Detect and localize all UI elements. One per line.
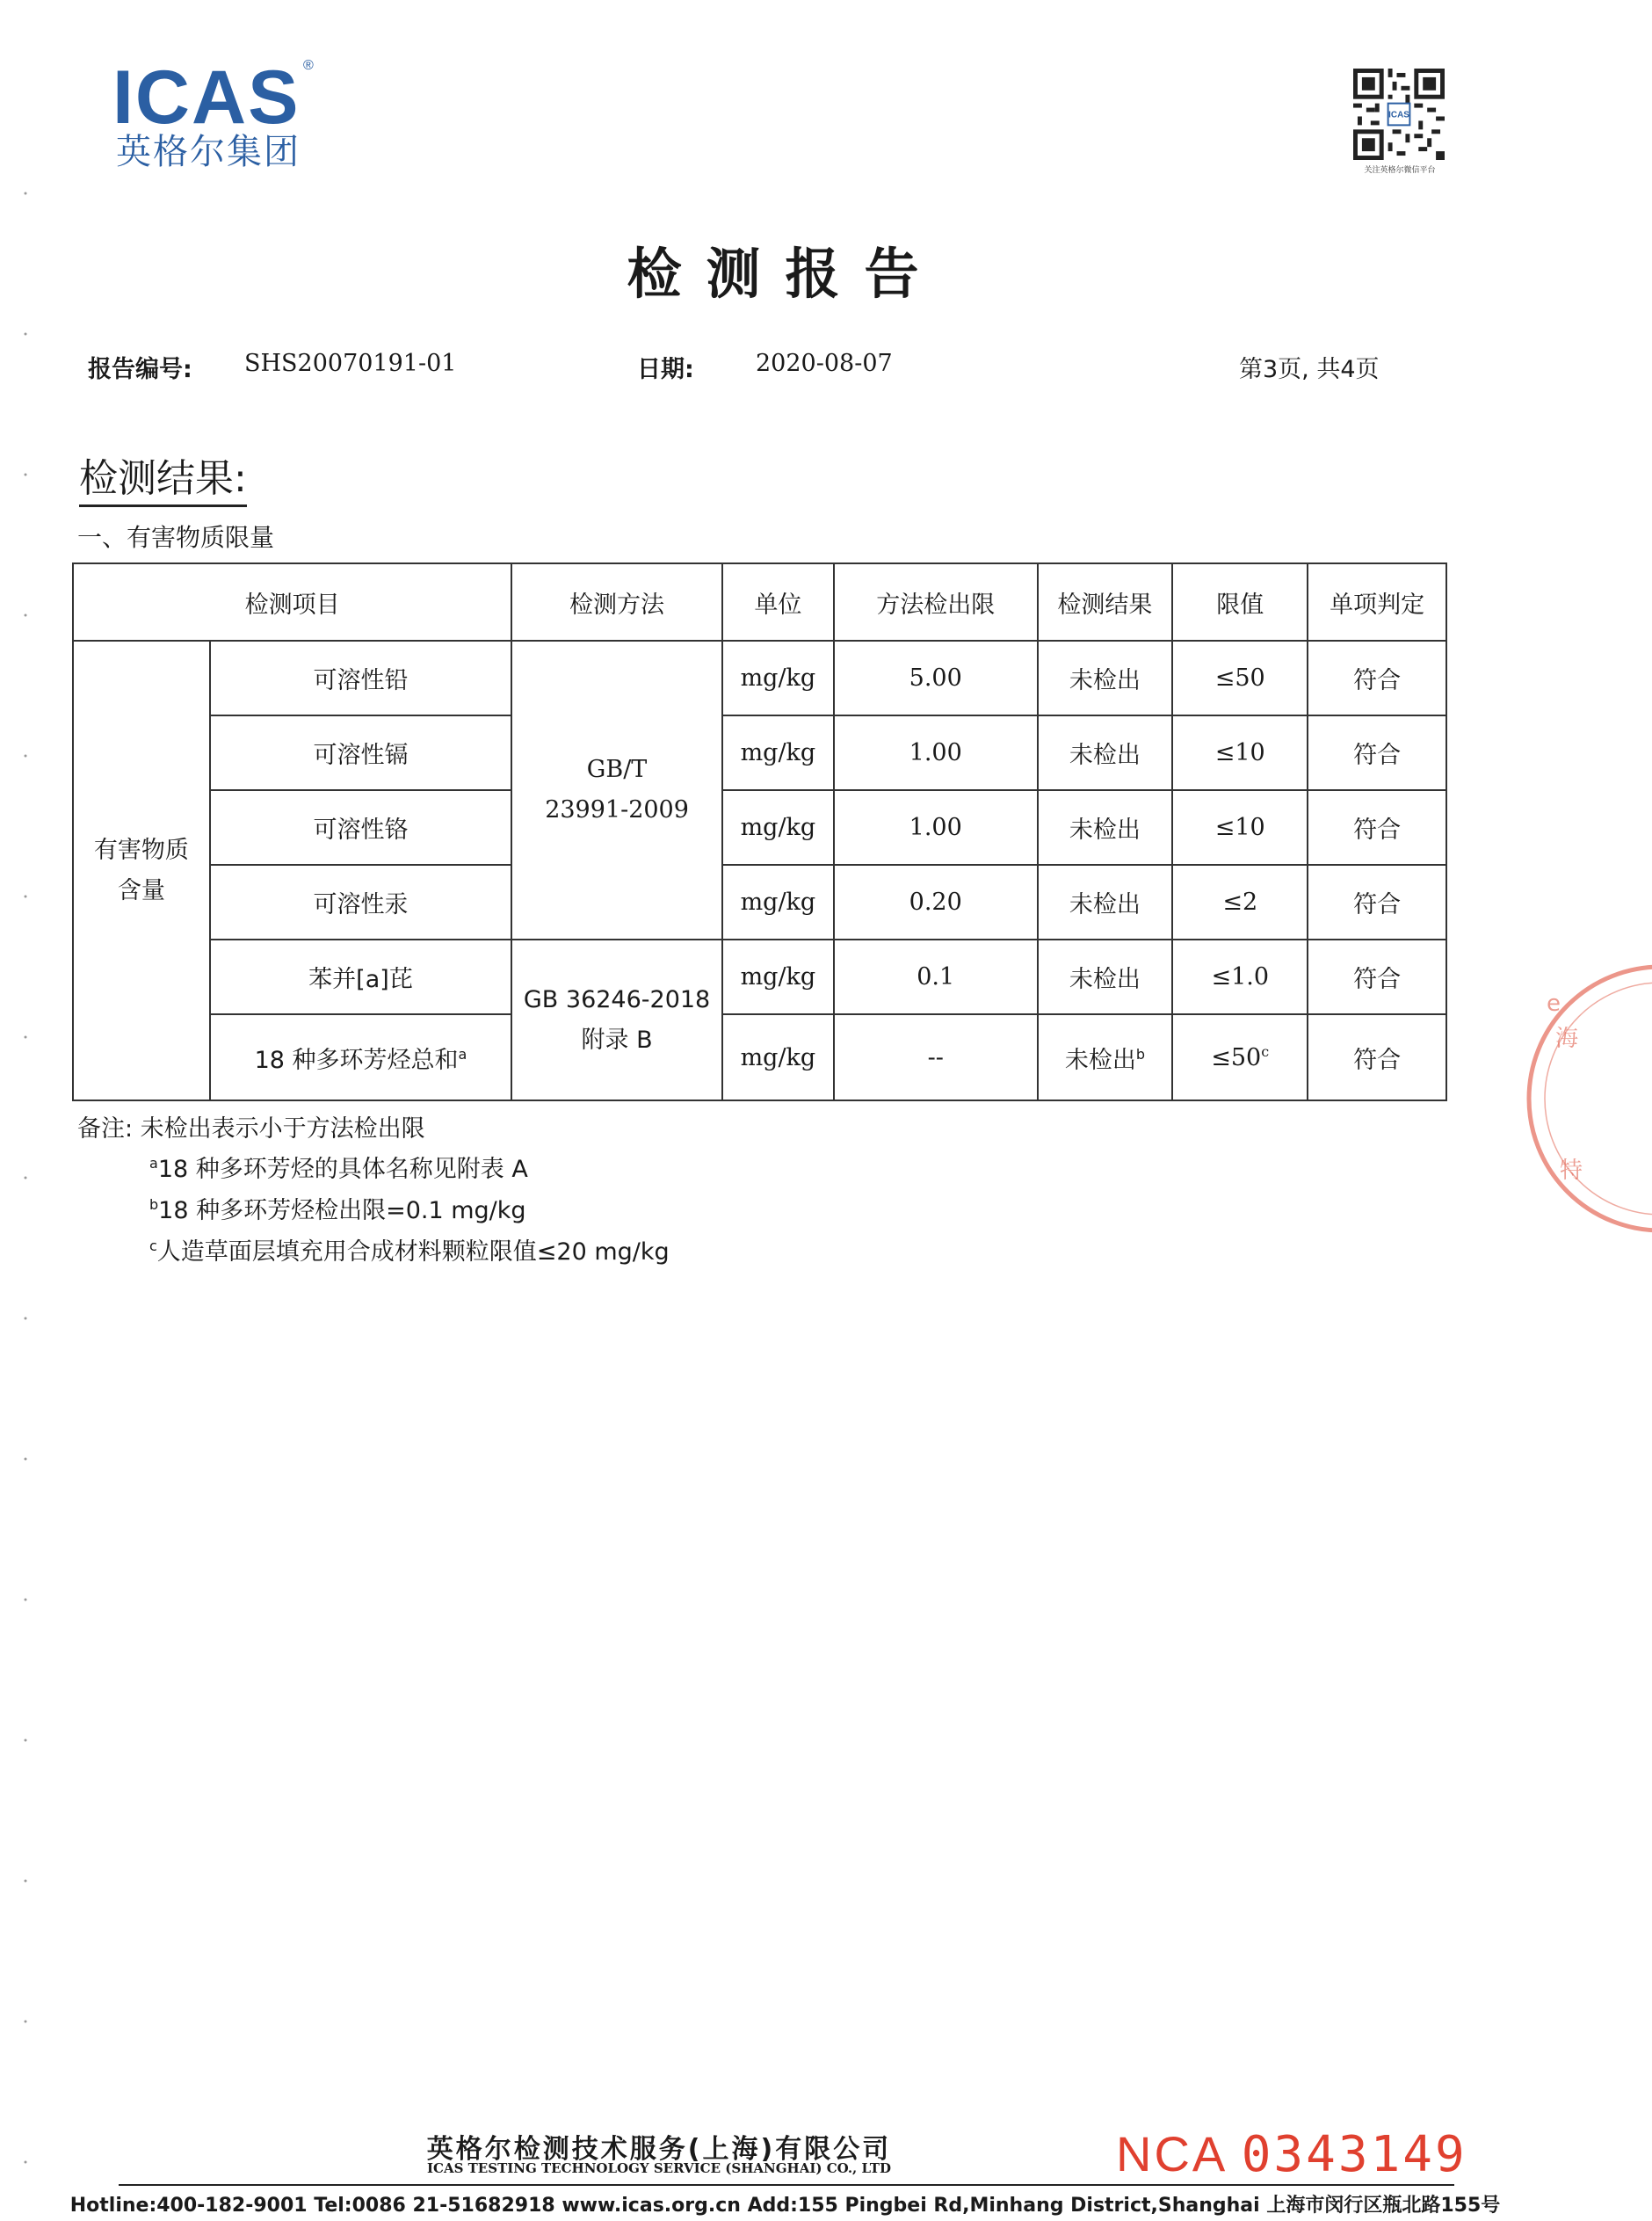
item-cell: 可溶性汞 [210, 865, 511, 940]
page-info: 第3页, 共4页 [1239, 356, 1380, 383]
verdict-cell: 符合 [1308, 940, 1446, 1014]
subsection-title: 一、有害物质限量 [77, 523, 275, 552]
report-number: SHS20070191-01 [244, 350, 457, 377]
limit-cell: ≤10 [1172, 715, 1308, 790]
result-cell: 未检出 [1038, 940, 1173, 1014]
company-name-cn: 英格尔检测技术服务(上海)有限公司 [426, 2134, 892, 2165]
scan-edge-marks [23, 176, 28, 2197]
header-detection-limit: 方法检出限 [834, 563, 1038, 641]
footnote-marker: c [1261, 1043, 1270, 1060]
item-cell: 可溶性镉 [210, 715, 511, 790]
table-row [73, 865, 1446, 940]
table-header-row [73, 563, 1446, 641]
table-row [73, 641, 1446, 715]
mdl-cell: 1.00 [834, 715, 1038, 790]
company-name-en: ICAS TESTING TECHNOLOGY SERVICE (SHANGHAI) CO., LTD [427, 2160, 891, 2176]
qr-code-icon [1353, 69, 1445, 160]
svg-text:e: e [1547, 991, 1561, 1017]
result-cell: 未检出 [1038, 715, 1173, 790]
item-cell: 18 种多环芳烃总和$^a$ [210, 1014, 511, 1100]
table-row [73, 1014, 1446, 1100]
unit-cell: mg/kg [722, 1014, 834, 1100]
verdict-cell: 符合 [1308, 790, 1446, 865]
limit-cell: ≤1.0 [1172, 940, 1308, 1014]
header-result: 检测结果 [1038, 563, 1173, 641]
note-line: 备注: 未检出表示小于方法检出限 [77, 1115, 425, 1143]
header-test-method: 检测方法 [511, 563, 722, 641]
verdict-cell: 符合 [1308, 715, 1446, 790]
item-cell: 苯并[a]芘 [210, 940, 511, 1014]
company-logo: ICAS [112, 55, 301, 140]
footnote-marker: a [458, 1045, 467, 1063]
item-cell: 可溶性铬 [210, 790, 511, 865]
mdl-cell: 0.20 [834, 865, 1038, 940]
result-cell: 未检出 [1038, 865, 1173, 940]
header-unit: 单位 [722, 563, 834, 641]
limit-cell: $\le 50^c$ [1172, 1014, 1308, 1100]
result-cell: 未检出 [1038, 641, 1173, 715]
mdl-cell: 0.1 [834, 940, 1038, 1014]
unit-cell: mg/kg [722, 715, 834, 790]
table-row [73, 940, 1446, 1014]
item-cell: 可溶性铅 [210, 641, 511, 715]
report-date: 2020-08-07 [756, 350, 893, 377]
note-line: $^b$18 种多环芳烃检出限=0.1 mg/kg [149, 1196, 526, 1224]
verdict-cell: 符合 [1308, 1014, 1446, 1100]
table-row [73, 790, 1446, 865]
svg-text:ICAS: ICAS [1388, 110, 1409, 120]
verdict-cell: 符合 [1308, 865, 1446, 940]
serial-number: NCA 0343149 [1116, 2126, 1467, 2183]
qr-caption: 关注英格尔微信平台 [1364, 166, 1436, 175]
report-number-label: 报告编号: [88, 356, 192, 383]
date-label: 日期: [637, 356, 694, 383]
limit-cell: ≤2 [1172, 865, 1308, 940]
mdl-cell: 1.00 [834, 790, 1038, 865]
section-title: 检测结果: [79, 446, 247, 507]
note-line: $^c$人造草面层填充用合成材料颗粒限值≤20 mg/kg [149, 1238, 670, 1266]
footer-divider [119, 2184, 1454, 2186]
results-table [72, 563, 1447, 1101]
note-line: $^a$18 种多环芳烃的具体名称见附表 A [149, 1155, 528, 1183]
method-cell: GB 36246-2018 附录 B [511, 940, 722, 1100]
footnote-marker: b [1135, 1045, 1145, 1063]
header-verdict: 单项判定 [1308, 563, 1446, 641]
unit-cell: mg/kg [722, 790, 834, 865]
contact-info: Hotline:400-182-9001 Tel:0086 21-51682918 www.icas.org.cn Add:155 Pingbei Rd,Minhang District,Shanghai 上海市闵行区瓶北路155号 [69, 2195, 1501, 2217]
company-seal-icon [1494, 932, 1652, 1266]
limit-cell: ≤50 [1172, 641, 1308, 715]
table-row [73, 715, 1446, 790]
mdl-cell: -- [834, 1014, 1038, 1100]
result-cell: 未检出 [1038, 790, 1173, 865]
method-cell: GB/T 23991-2009 [511, 641, 722, 940]
svg-text:特: 特 [1560, 1158, 1583, 1184]
unit-cell: mg/kg [722, 865, 834, 940]
svg-text:海: 海 [1555, 1026, 1579, 1052]
unit-cell: mg/kg [722, 940, 834, 1014]
registered-mark: ® [303, 58, 314, 73]
document-title: 检测报告 [627, 242, 944, 306]
verdict-cell: 符合 [1308, 641, 1446, 715]
result-cell: 未检出$^b$ [1038, 1014, 1173, 1100]
header-limit: 限值 [1172, 563, 1308, 641]
company-logo-subtitle: 英格尔集团 [116, 132, 301, 172]
header-test-item: 检测项目 [73, 563, 511, 641]
unit-cell: mg/kg [722, 641, 834, 715]
mdl-cell: 5.00 [834, 641, 1038, 715]
limit-cell: ≤10 [1172, 790, 1308, 865]
group-label: 有害物质 含量 [73, 641, 210, 1100]
